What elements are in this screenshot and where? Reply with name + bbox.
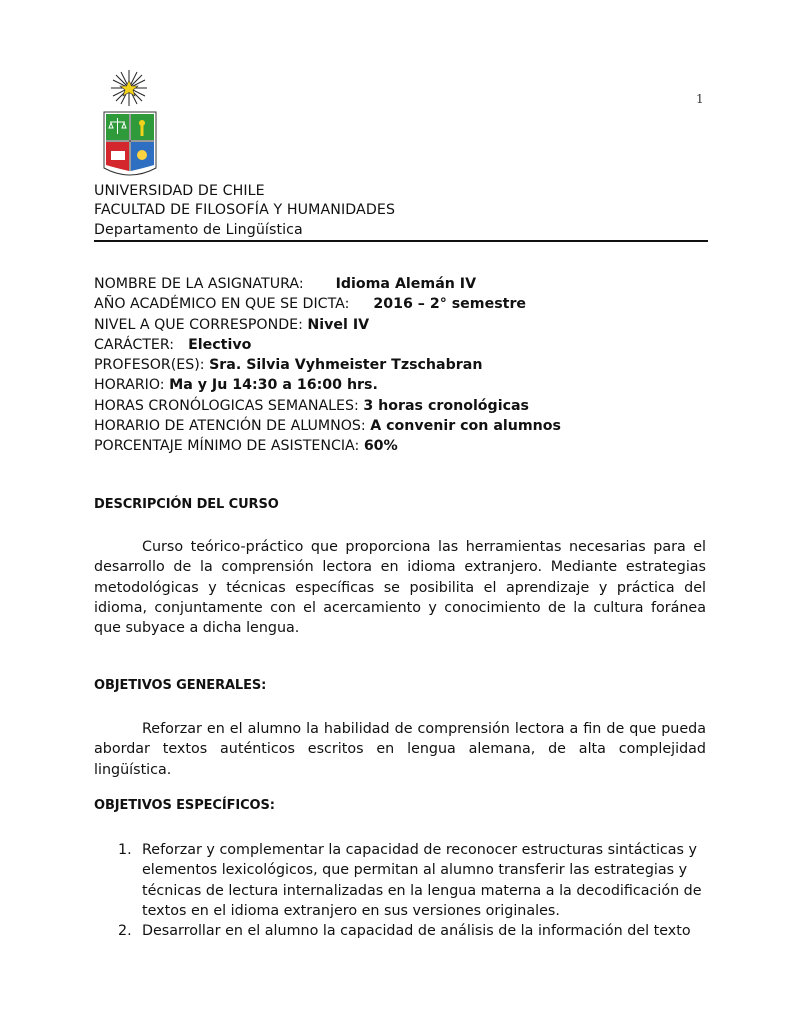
- hours-row: [94, 396, 708, 416]
- specific-objectives-heading: OBJETIVOS ESPECÍFICOS:: [94, 798, 275, 813]
- subject-value: Idioma Alemán IV: [335, 276, 477, 292]
- university-crest-icon: [92, 68, 162, 182]
- list-item-text: Desarrollar en el alumno la capacidad de análisis de la información del texto: [142, 923, 691, 940]
- hours-value: 3 horas cronológicas: [363, 397, 529, 414]
- subject-label: NOMBRE DE LA ASIGNATURA:: [94, 276, 304, 292]
- year-label: AÑO ACADÉMICO EN QUE SE DICTA:: [94, 296, 350, 313]
- department-name: Departamento de Lingüística: [94, 221, 708, 242]
- character-row: [94, 335, 708, 355]
- schedule-label: HORARIO:: [94, 377, 165, 394]
- general-objectives-heading: OBJETIVOS GENERALES:: [94, 678, 267, 693]
- year-value: 2016 – 2° semestre: [373, 296, 527, 313]
- year-row: [94, 294, 708, 314]
- specific-objectives-list: [94, 840, 706, 941]
- attendance-label: PORCENTAJE MÍNIMO DE ASISTENCIA:: [94, 438, 360, 455]
- list-item-text: Reforzar y complementar la capacidad de reconocer estructuras sintácticas y elementos lexicológicos, que permitan al alumno transferir las estrategias y técnicas de lectura internalizadas en la lengua materna a la decodificación de textos en el idioma extranjero en sus versiones originales.: [142, 842, 702, 919]
- description-text: Curso teórico-práctico que proporciona las herramientas necesarias para el desarrollo de la comprensión lectora en idioma extranjero. Mediante estrategias metodológicas y técnicas específicas se posibilita el aprendizaje y práctica del idioma, conjuntamente con el acercamiento y conocimiento de la cultura foránea que subyace a dicha lengua.: [94, 539, 706, 637]
- list-item: [94, 840, 706, 921]
- description-paragraph: [94, 537, 706, 638]
- schedule-row: [94, 375, 708, 395]
- professor-label: PROFESOR(ES):: [94, 357, 205, 374]
- general-objectives-text: Reforzar en el alumno la habilidad de comprensión lectora a fin de que pueda abordar textos auténticos escritos en lengua alemana, de alta complejidad lingüística.: [94, 721, 706, 778]
- page-number: 1: [696, 92, 704, 106]
- hours-label: HORAS CRONÓLOGICAS SEMANALES:: [94, 397, 359, 414]
- list-item-number: 2.: [118, 923, 132, 940]
- attention-row: [94, 416, 708, 436]
- character-label: CARÁCTER:: [94, 336, 175, 353]
- attention-value: A convenir con alumnos: [370, 418, 561, 435]
- subject-row: [94, 274, 708, 294]
- faculty-name: FACULTAD DE FILOSOFÍA Y HUMANIDADES: [94, 202, 396, 218]
- general-objectives-paragraph: [94, 719, 706, 780]
- level-label: NIVEL A QUE CORRESPONDE:: [94, 316, 303, 333]
- university-name: UNIVERSIDAD DE CHILE: [94, 183, 265, 199]
- professor-row: [94, 355, 708, 375]
- list-item: [94, 921, 706, 941]
- list-item-number: 1.: [118, 842, 132, 858]
- schedule-value: Ma y Ju 14:30 a 16:00 hrs.: [169, 377, 378, 394]
- professor-value: Sra. Silvia Vyhmeister Tzschabran: [209, 357, 483, 374]
- attention-label: HORARIO DE ATENCIÓN DE ALUMNOS:: [94, 418, 366, 435]
- level-row: [94, 315, 708, 335]
- description-heading: DESCRIPCIÓN DEL CURSO: [94, 497, 279, 512]
- character-value: Electivo: [188, 336, 252, 353]
- course-info: [94, 274, 708, 457]
- level-value: Nivel IV: [307, 316, 370, 333]
- attendance-row: [94, 436, 708, 456]
- institution-header: [94, 182, 708, 242]
- attendance-value: 60%: [363, 438, 398, 455]
